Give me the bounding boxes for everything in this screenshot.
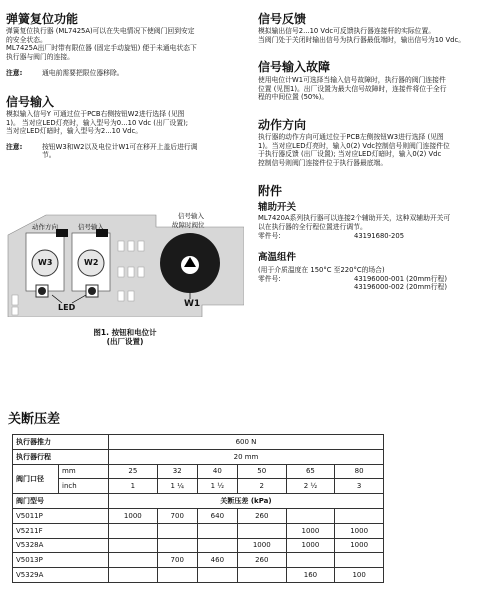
table-cell: 640 <box>197 508 237 523</box>
model-cell: V5328A <box>13 538 109 553</box>
fault-label-1: 信号输入 <box>178 212 204 220</box>
table-cell: 50 <box>237 464 286 479</box>
spring-return-title: 弹簧复位功能 <box>6 12 79 26</box>
table-row <box>13 538 384 553</box>
table-row <box>13 479 384 494</box>
note-label: 注意: <box>6 69 23 78</box>
table-row <box>13 494 384 509</box>
table-row <box>13 435 384 450</box>
model-cell: V5013P <box>13 553 109 568</box>
table-cell <box>237 568 286 583</box>
table-cell <box>157 538 197 553</box>
fault-line-3: 程的中间位置 (50%)。 <box>258 93 329 102</box>
high-temp-heading: 高温组件 <box>258 252 297 264</box>
feedback-line-2: 当阀门处于关闭时输出信号为执行器最低端时，输出信号为10 Vdc。 <box>258 35 466 44</box>
note-label: 注意: <box>6 142 23 151</box>
note-line-1: 按钮W3和W2以及电位计W1可在移开上盖后进行调 <box>42 142 198 151</box>
table-cell: 3 <box>335 479 384 494</box>
table-cell: 2 ½ <box>286 479 335 494</box>
signal-label: 信号输入 <box>78 223 104 231</box>
table-cell: 1000 <box>237 538 286 553</box>
table-cell <box>286 553 335 568</box>
part-label: 零件号: <box>258 231 281 240</box>
right-column <box>258 0 496 292</box>
table-row <box>13 568 384 583</box>
table-row <box>13 553 384 568</box>
signal-feedback-title: 信号反馈 <box>258 12 307 26</box>
signal-input-line-1: 模拟输入信号Y 可通过位于PCB右侧按钮W2进行选择 (见图 <box>6 109 185 118</box>
close-off-pressure-table <box>12 434 384 583</box>
table-row <box>13 464 384 479</box>
aux-switch-heading: 辅助开关 <box>258 202 297 214</box>
table-cell <box>286 508 335 523</box>
aux-line-1: ML7420A系列执行器可以连接2个辅助开关，这种双辅助开关可 <box>258 214 451 223</box>
signal-fault-title: 信号输入故障 <box>258 60 331 75</box>
table-cell <box>237 523 286 538</box>
thrust-value: 600 N <box>109 435 384 450</box>
fault-label-2: 故障时阀位 <box>172 221 205 229</box>
model-cell: V5211F <box>13 523 109 538</box>
table-cell <box>197 568 237 583</box>
table-cell <box>109 538 158 553</box>
table-cell <box>335 553 384 568</box>
caption-line-2: (出厂设置) <box>106 337 144 346</box>
model-label: 阀门型号 <box>13 494 109 509</box>
accessories-title: 附件 <box>258 184 283 199</box>
table-row <box>13 523 384 538</box>
table-cell: 700 <box>157 508 197 523</box>
table-cell: 1000 <box>286 538 335 553</box>
table-cell: 1000 <box>286 523 335 538</box>
feedback-line-1: 模拟输出信号2...10 Vdc可反馈执行器连接杆的实际位置。 <box>258 27 436 35</box>
table-cell <box>109 568 158 583</box>
caption-line-1: 图1. 按钮和电位计 <box>93 328 157 337</box>
table-row <box>13 508 384 523</box>
table-cell: 1000 <box>335 538 384 553</box>
note-line-2: 节。 <box>42 151 56 160</box>
direction-line-2: 1)。当对应LED灯亮时，输入0(2) Vdc控制信号则阀门连接件位 <box>258 141 450 150</box>
table-cell: 65 <box>286 464 335 479</box>
high-temp-part-row-2 <box>258 283 496 292</box>
table-cell: 1 <box>109 479 158 494</box>
table-cell: 1 ¼ <box>157 479 197 494</box>
table-cell: 1000 <box>335 523 384 538</box>
table-cell: 32 <box>157 464 197 479</box>
table-cell: 100 <box>335 568 384 583</box>
direction-label: 动作方向 <box>32 223 58 231</box>
table-cell <box>157 523 197 538</box>
table-cell <box>197 523 237 538</box>
table-title: 关断压差 <box>8 412 61 427</box>
w1-potentiometer: W1 <box>184 299 201 309</box>
thrust-label: 执行器推力 <box>13 435 109 450</box>
action-direction-title: 动作方向 <box>258 117 307 132</box>
table-cell: 460 <box>197 553 237 568</box>
led-label: LED <box>58 303 76 312</box>
direction-line-3: 于执行器反馈 (出厂设置); 当对应LED灯暗时，输入0(2) Vdc <box>258 150 442 159</box>
signal-input-note <box>6 143 244 160</box>
signal-input-line-3: 当对应LED灯暗时，输入型号为2...10 Vdc。 <box>6 127 142 136</box>
table-cell <box>157 568 197 583</box>
table-cell: 1 ½ <box>197 479 237 494</box>
table-cell: 260 <box>237 508 286 523</box>
part-label: 零件号: <box>258 274 281 283</box>
table-cell: 1000 <box>109 508 158 523</box>
spring-return-line-4: 执行器与阀门的连接。 <box>6 52 74 61</box>
aux-part-row <box>258 232 496 241</box>
fault-line-1: 使用电位计W1可选择当输入信号故障时，执行器的阀门连接件 <box>258 76 446 85</box>
table-cell <box>109 523 158 538</box>
table-cell: 160 <box>286 568 335 583</box>
spring-return-line-1: 弹簧复位执行器 (ML7425A)可以在失电情况下使阀门回到安定 <box>6 27 195 35</box>
stroke-label: 执行器行程 <box>13 449 109 464</box>
signal-input-title: 信号输入 <box>6 94 55 109</box>
spring-return-note <box>6 69 244 78</box>
table-cell <box>109 553 158 568</box>
aux-line-2: 以在执行器的全行程位置进行调节。 <box>258 222 367 231</box>
spring-return-line-2: 的安全状态。 <box>6 35 47 44</box>
table-cell: 260 <box>237 553 286 568</box>
table-cell: 40 <box>197 464 237 479</box>
figure-buttons-potentiometer <box>6 207 244 317</box>
model-cell: V5329A <box>13 568 109 583</box>
figure-caption <box>70 328 180 346</box>
dn-label: 阀门口径 <box>13 464 59 494</box>
direction-line-1: 执行器的动作方向可通过位于PCB左侧按钮W3进行选择 (见图 <box>258 132 444 141</box>
part-number: 43191680-205 <box>354 231 405 240</box>
w3-button: W3 <box>38 258 53 267</box>
stroke-value: 20 mm <box>109 449 384 464</box>
pressure-label: 关断压差 (kPa) <box>109 494 384 509</box>
table-cell <box>335 508 384 523</box>
table-cell: 2 <box>237 479 286 494</box>
fault-line-2: 位置 (见图1)。出厂设置为最大信号故障时，连接件将位于全行 <box>258 84 447 93</box>
table-row <box>13 449 384 464</box>
spring-return-line-3: ML7425A出厂时带有限位器 (固定手动旋钮) 便于未通电状态下 <box>6 44 197 53</box>
unit-mm: mm <box>59 464 109 479</box>
unit-inch: inch <box>59 479 109 494</box>
w2-button: W2 <box>84 258 99 267</box>
table-cell: 25 <box>109 464 158 479</box>
note-text: 通电前需要把限位器移除。 <box>42 69 124 78</box>
model-cell: V5011P <box>13 508 109 523</box>
high-temp-line: (用于介质温度在 150°C 至220°C的场合) <box>258 266 385 275</box>
table-cell <box>197 538 237 553</box>
direction-line-4: 控制信号则阀门连接件位于执行器最底端。 <box>258 158 388 167</box>
part-number-2: 43196000-002 (20mm行程) <box>354 283 447 292</box>
signal-input-line-2: 1)。 当对应LED灯亮时，输入型号为0...10 Vdc (出厂设置); <box>6 118 189 127</box>
left-column <box>6 0 244 160</box>
table-cell: 80 <box>335 464 384 479</box>
table-cell: 700 <box>157 553 197 568</box>
part-number-1: 43196000-001 (20mm行程) <box>354 274 447 283</box>
